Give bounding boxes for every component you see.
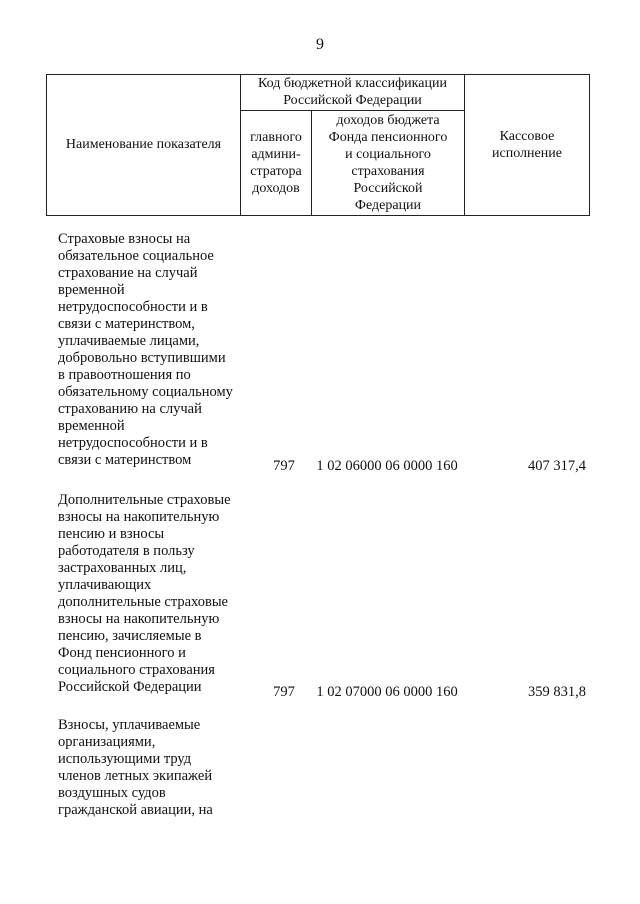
header-bottom-border (46, 215, 590, 216)
table-header (46, 74, 590, 216)
table-row-name: Страховые взносы на обязательное социальное страхование на случай временной нетрудоспособности и в связи с материнством, уплачиваемые лицами, добровольно вступившими в правоотношения по обязательному социальному страхованию на случай временной нетрудоспособности и в связи с материнством (58, 231, 233, 468)
table-row-admin-code: 797 (273, 458, 295, 474)
header-col-amount: Кассовое исполнение (492, 128, 562, 161)
table-row-revenue-code: 1 02 07000 06 0000 160 (316, 684, 458, 700)
table-row-admin-code: 797 (273, 684, 295, 700)
header-group-title: Код бюджетной классификации Российской Федерации (258, 76, 447, 108)
page-number: 9 (316, 36, 324, 53)
header-col-admin: главного админи- стратора доходов (250, 130, 302, 196)
header-right-border (589, 74, 590, 216)
table-row-revenue-code: 1 02 06000 06 0000 160 (316, 458, 458, 474)
table-row-amount: 407 317,4 (528, 458, 586, 474)
header-col-name: Наименование показателя (65, 137, 222, 152)
header-col-revenue: доходов бюджета Фонда пенсионного и социального страхования Российской Федерации (328, 113, 448, 213)
table-row-name: Взносы, уплачиваемые организациями, использующими труд членов летных экипажей воздушных судов гражданской авиации, на (58, 717, 213, 818)
table-row-amount: 359 831,8 (528, 684, 586, 700)
table-row-name: Дополнительные страховые взносы на накопительную пенсию и взносы работодателя в пользу застрахованных лиц, уплачивающих дополнительные страховые взносы на накопительную пенсию, зачисляемые в Фонд пенсионного и социального страхования Российской Федерации (58, 492, 231, 695)
